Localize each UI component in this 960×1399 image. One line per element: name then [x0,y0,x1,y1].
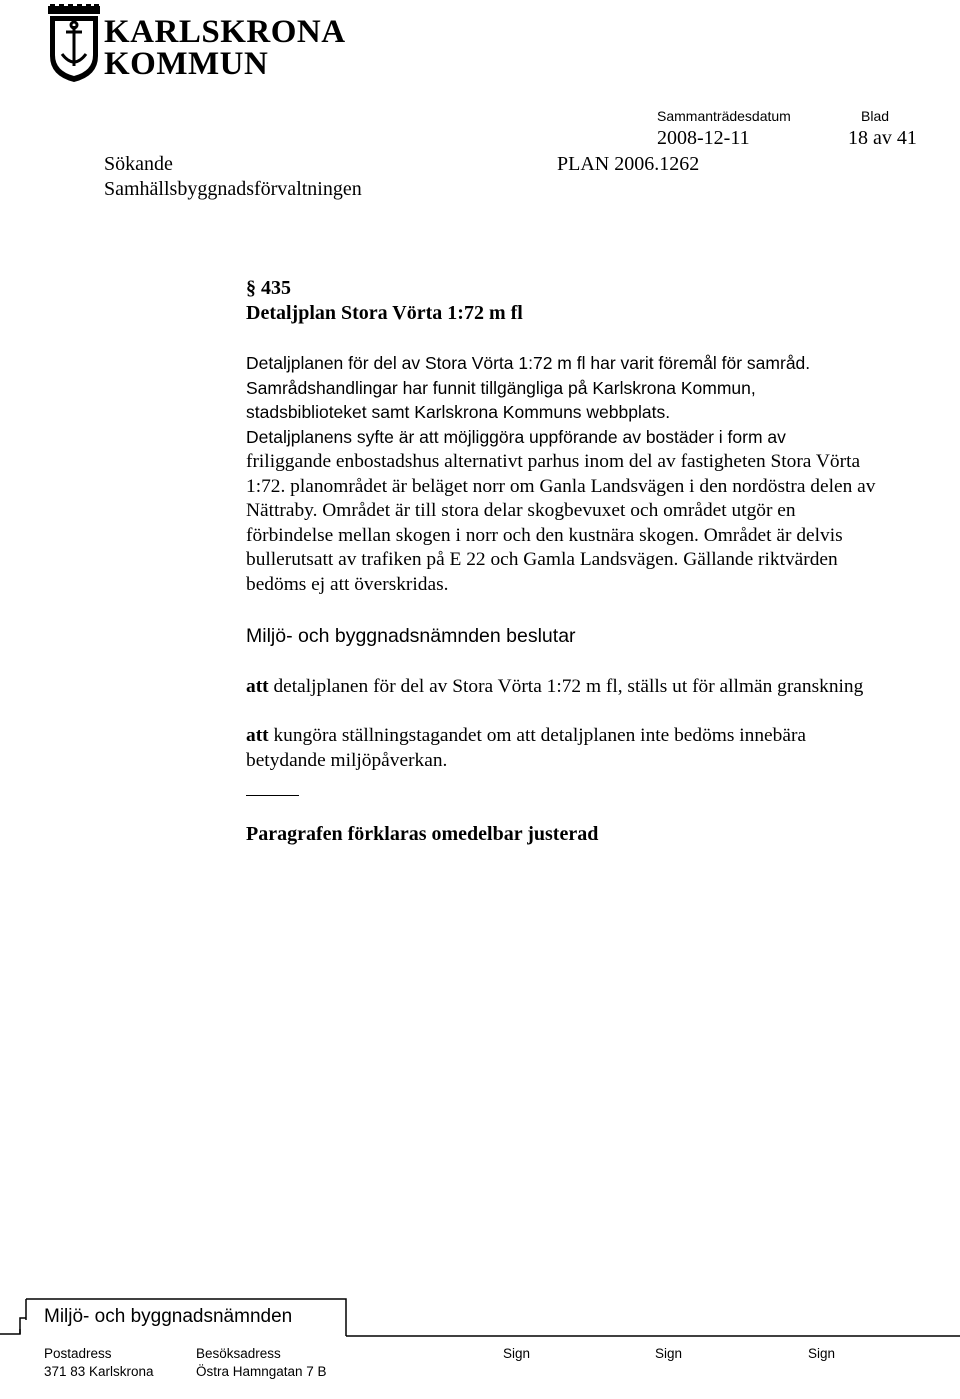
meeting-date: 2008-12-11 [657,127,750,149]
case-number: PLAN 2006.1262 [557,153,700,175]
intro-paragraph [246,351,946,449]
adjusted-note: Paragrafen förklaras omedelbar justerad [246,823,599,845]
decision-2-prefix: att [246,725,269,746]
footer-postal-label: Postadress [44,1346,112,1361]
page-label: Blad [861,108,890,124]
separator-line [246,795,299,796]
footer-postal-address: 371 83 Karlskrona [44,1364,154,1379]
purpose-line-2: friliggande enbostadshus alternativt parhus inom del av fastigheten Stora Vörta [246,451,861,472]
karlskrona-logo [46,4,346,84]
intro-line-3: stadsbiblioteket samt Karlskrona Kommuns webbplats. [246,402,671,422]
decision-2 [246,724,946,773]
applicant-name: Samhällsbyggnadsförvaltningen [104,178,362,200]
intro-line-2: Samrådshandlingar har funnit tillgängliga på Karlskrona Kommun, [246,377,756,398]
meeting-date-label: Sammanträdesdatum [657,108,791,124]
section-heading [246,277,291,300]
purpose-line-6: bullerutsatt av trafiken på E 22 och Gamla Landsvägen. Gällande riktvärden [246,549,838,570]
footer-visiting-address: Östra Hamngatan 7 B [196,1364,327,1379]
purpose-line-5: förbindelse mellan skogen i norr och den kustnära skogen. Området är delvis [246,524,843,546]
decision-2-text: kungöra ställningstagandet om att detaljplanen inte bedöms innebära [268,725,807,746]
decision-1-prefix: att [246,676,269,697]
section-title: Detaljplan Stora Vörta 1:72 m fl [246,302,523,324]
purpose-paragraph [246,450,946,597]
decision-1 [246,675,946,700]
decision-heading: Miljö- och byggnadsnämnden beslutar [246,625,576,647]
section-number: 435 [261,277,291,299]
logo-line-2: KOMMUN [104,46,269,82]
purpose-line-1: Detaljplanens syfte är att möjliggöra uppförande av bostäder i form av [246,426,786,447]
decision-1-text: detaljplanen för del av Stora Vörta 1:72 m fl, ställs ut för allmän granskning [268,676,864,697]
purpose-line-4: Nättraby. Området är till stora delar skogbevuxet och området utgör en [246,500,796,521]
page-number: 18 av 41 [848,127,917,149]
intro-line-1: Detaljplanen för del av Stora Vörta 1:72 m fl har varit föremål för samråd. [246,353,811,373]
coat-of-arms-icon [46,4,102,84]
footer-committee: Miljö- och byggnadsnämnden [44,1306,293,1327]
logo-line-1: KARLSKRONA [104,14,346,50]
paragraph-symbol: § [246,277,256,299]
footer-visiting-label: Besöksadress [196,1346,281,1361]
purpose-line-7: bedöms ej att överskridas. [246,573,449,595]
footer-sign-1: Sign [503,1346,531,1361]
footer-sign-3: Sign [808,1346,836,1361]
applicant-label: Sökande [104,153,173,175]
decision-2-line-2: betydande miljöpåverkan. [246,749,448,771]
footer-sign-2: Sign [655,1346,683,1361]
purpose-line-3: 1:72. planområdet är beläget norr om Ganla Landsvägen i den nordöstra delen av [246,475,876,497]
